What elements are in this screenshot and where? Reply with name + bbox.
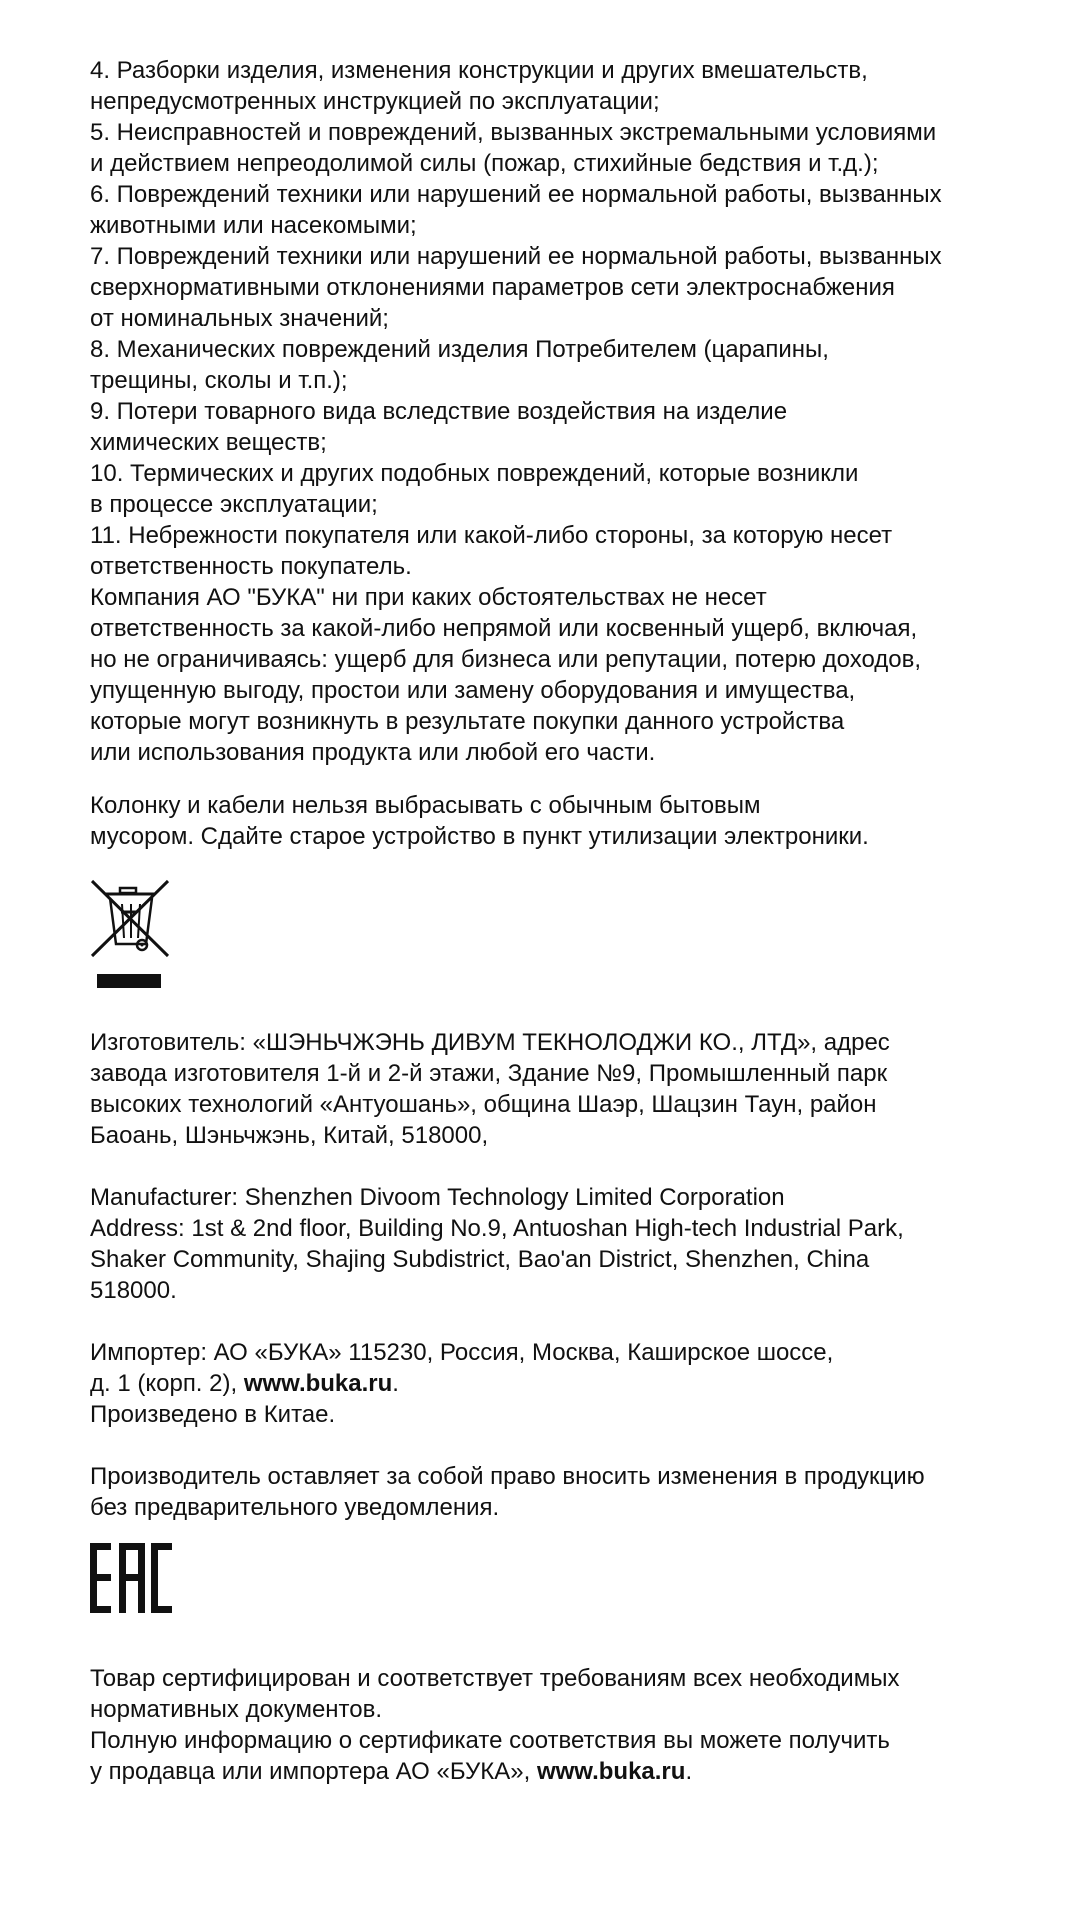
liability-paragraph xyxy=(90,582,1050,768)
exclusion-10-line-1: 10. Термических и других подобных повреждений, которые возникли xyxy=(90,460,859,487)
manufacturer-en-line: Address: 1st & 2nd floor, Building No.9, Antuoshan High-tech Industrial Park, xyxy=(90,1215,904,1242)
manufacturer-ru-line: Изготовитель: «ШЭНЬЧЖЭНЬ ДИВУМ ТЕКНОЛОДЖИ КО., ЛТД», адрес xyxy=(90,1029,890,1056)
exclusion-8-line-1: 8. Механических повреждений изделия Потребителем (царапины, xyxy=(90,336,829,363)
liability-line: ответственность за какой-либо непрямой или косвенный ущерб, включая, xyxy=(90,615,918,642)
exclusion-9-line-1: 9. Потери товарного вида вследствие воздействия на изделие xyxy=(90,398,788,425)
certification-website-link[interactable]: www.buka.ru xyxy=(536,1758,686,1785)
changes-notice-paragraph xyxy=(90,1461,1050,1523)
certification-paragraph xyxy=(90,1663,1050,1787)
document-page xyxy=(90,55,1050,1787)
disposal-paragraph xyxy=(90,790,1050,852)
certification-seller-text: у продавца или импортера АО «БУКА», xyxy=(90,1758,537,1785)
exclusion-11-line-1: 11. Небрежности покупателя или какой-либо стороны, за которую несет xyxy=(90,522,893,549)
exclusion-5-line-2: и действием непреодолимой силы (пожар, стихийные бедствия и т.д.); xyxy=(90,150,879,177)
liability-line: или использования продукта или любой его части. xyxy=(90,739,656,766)
certification-line-1: Товар сертифицирован и соответствует требованиям всех необходимых xyxy=(90,1665,900,1692)
manufacturer-en-line: Manufacturer: Shenzhen Divoom Technology Limited Corporation xyxy=(90,1184,785,1211)
importer-paragraph xyxy=(90,1337,1050,1430)
importer-line-2 xyxy=(90,1368,1050,1399)
crossed-out-wheelie-bin-icon xyxy=(90,878,180,993)
exclusion-10-line-2: в процессе эксплуатации; xyxy=(90,491,378,518)
manufacturer-ru-line: Баоань, Шэньчжэнь, Китай, 518000, xyxy=(90,1122,489,1149)
country-of-origin: Произведено в Китае. xyxy=(90,1401,336,1428)
manufacturer-en-paragraph xyxy=(90,1182,1050,1306)
certification-line-2: нормативных документов. xyxy=(90,1696,383,1723)
exclusion-9-line-2: химических веществ; xyxy=(90,429,327,456)
exclusion-5-line-1: 5. Неисправностей и повреждений, вызванных экстремальными условиями xyxy=(90,119,937,146)
liability-line: которые могут возникнуть в результате покупки данного устройства xyxy=(90,708,845,735)
exclusion-4-line-1: 4. Разборки изделия, изменения конструкции и других вмешательств, xyxy=(90,57,868,84)
exclusion-6-line-2: животными или насекомыми; xyxy=(90,212,417,239)
exclusion-4-line-2: непредусмотренных инструкцией по эксплуатации; xyxy=(90,88,660,115)
changes-notice-line: Производитель оставляет за собой право вносить изменения в продукцию xyxy=(90,1463,925,1490)
liability-line: упущенную выгоду, простои или замену оборудования и имущества, xyxy=(90,677,856,704)
disposal-line: Колонку и кабели нельзя выбрасывать с обычным бытовым xyxy=(90,792,761,819)
liability-line: Компания АО "БУКА" ни при каких обстоятельствах не несет xyxy=(90,584,767,611)
manufacturer-ru-line: завода изготовителя 1-й и 2-й этажи, Здание №9, Промышленный парк xyxy=(90,1060,888,1087)
eac-mark-icon xyxy=(90,1543,180,1615)
certification-line-end: . xyxy=(685,1758,693,1785)
manufacturer-ru-line: высоких технологий «Антуошань», община Шаэр, Шацзин Таун, район xyxy=(90,1091,877,1118)
exclusion-6-line-1: 6. Повреждений техники или нарушений ее нормальной работы, вызванных xyxy=(90,181,942,208)
importer-line-1: Импортер: АО «БУКА» 115230, Россия, Москва, Каширское шоссе, xyxy=(90,1339,834,1366)
certification-line-3: Полную информацию о сертификате соответствия вы можете получить xyxy=(90,1727,890,1754)
exclusion-11-line-2: ответственность покупатель. xyxy=(90,553,412,580)
importer-website-link[interactable]: www.buka.ru xyxy=(243,1370,393,1397)
manufacturer-ru-paragraph xyxy=(90,1027,1050,1151)
manufacturer-en-line: Shaker Community, Shajing Subdistrict, Bao'an District, Shenzhen, China xyxy=(90,1246,870,1273)
exclusion-7-line-3: от номинальных значений; xyxy=(90,305,389,332)
exclusion-7-line-1: 7. Повреждений техники или нарушений ее нормальной работы, вызванных xyxy=(90,243,942,270)
importer-line-end: . xyxy=(392,1370,399,1397)
certification-line-4 xyxy=(90,1756,1050,1787)
manufacturer-en-line: 518000. xyxy=(90,1277,177,1304)
liability-line: но не ограничиваясь: ущерб для бизнеса или репутации, потерю доходов, xyxy=(90,646,922,673)
warranty-exclusions-list xyxy=(90,55,1050,582)
exclusion-8-line-2: трещины, сколы и т.п.); xyxy=(90,367,348,394)
importer-address-tail: д. 1 (корп. 2), xyxy=(90,1370,244,1397)
exclusion-7-line-2: сверхнормативными отклонениями параметров сети электроснабжения xyxy=(90,274,895,301)
disposal-line: мусором. Сдайте старое устройство в пункт утилизации электроники. xyxy=(90,823,869,850)
changes-notice-line: без предварительного уведомления. xyxy=(90,1494,500,1521)
